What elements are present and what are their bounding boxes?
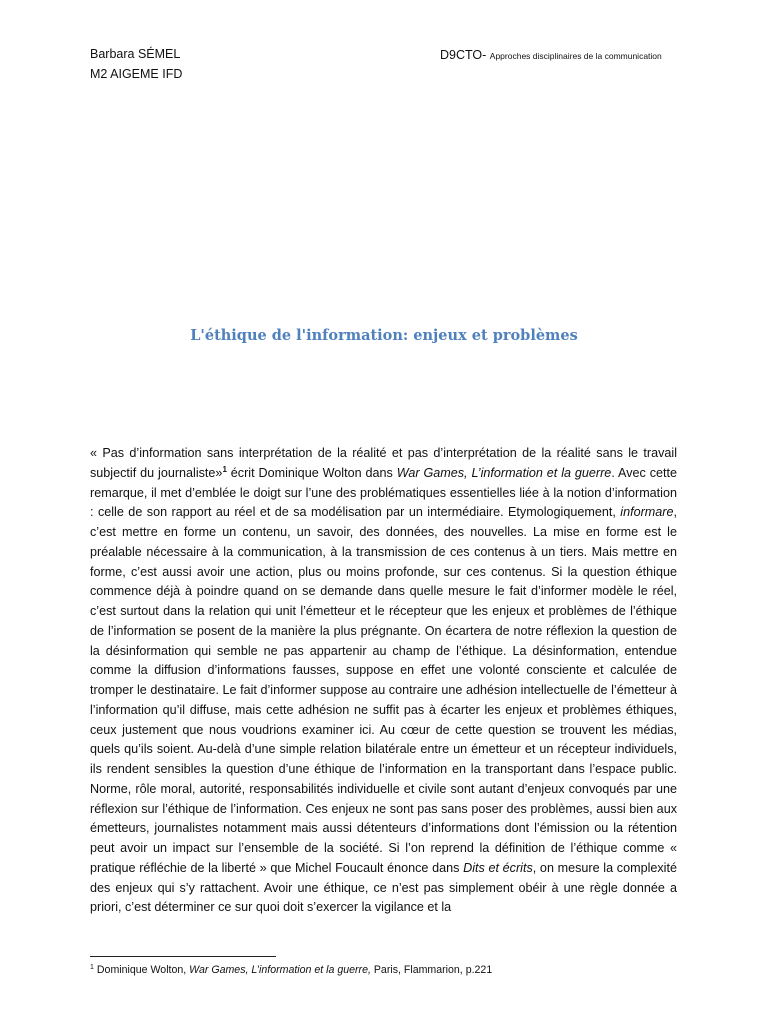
body-paragraph [90, 444, 677, 918]
footnote-title: War Games, L’information et la guerre, [189, 964, 371, 976]
foucault-title: Dits et écrits [463, 860, 533, 875]
opening-quote: « Pas d’information sans interprétation de la réalité et pas d’interprétation de la réalité sans le travail subjectif du journaliste» [90, 446, 677, 480]
course-code: D9CTO [440, 48, 483, 62]
footnote-details: Paris, Flammarion, p.221 [370, 964, 493, 976]
course-title: Approches disciplinaires de la communication [489, 51, 662, 61]
body-text-2: . Avec cette remarque, il met d’emblée le doigt sur l’une des problématiques essentielles liée à la notion d’information : celle de son rapport au réel et de sa modélisation par un intermédiaire. Etymologiquement, [90, 465, 678, 520]
header-left [90, 44, 182, 84]
body-text-3: , c’est mettre en forme un contenu, un savoir, des données, des nouvelles. La mise en forme est le préalable nécessaire à la communication, à la transmission de ces contenus à un tiers. Mais mettre en forme, c’est aussi avoir une action, plus ou moins profonde, sur ces contenus. Si la question éthique commence déjà à poindre quand on se demande dans quelle mesure le fait d’informer modèle le réel, c’est surtout dans la relation qui unit l’émetteur et le récepteur que les enjeux et problèmes de l’éthique de l’information se posent de la manière la plus prégnante. On écartera de notre réflexion la question de la désinformation qui semble ne pas appartenir au champ de l’éthique. La désinformation, entendue comme la diffusion d’informations fausses, suppose en effet une volonté consciente et calculée de tromper le destinataire. Le fait d’informer suppose au contraire une adhésion intellectuelle de l’émetteur à l’information qu’il diffuse, mais cette adhésion ne suffit pas à écarter les enjeux et problèmes éthiques, ceux justement que nous voudrions examiner ici. Au cœur de cette question se trouvent les médias, quels qu’ils soient. Au-delà d’une simple relation bilatérale entre un émetteur et un récepteur individuels, ils rendent sensibles la question d’une éthique de l’information en la transportant dans l’espace public. Norme, rôle moral, autorité, responsabilités individuelle et civile sont autant d’enjeux convoqués par une réflexion sur l’éthique de l’information. Ces enjeux ne sont pas sans poser des problèmes, aussi bien aux émetteurs, journalistes notamment mais aussi détenteurs d’informations dont l’émission ou la rétention peut avoir un impact sur l’ensemble de la société. Si l’on reprend la définition de l’éthique comme « pratique réfléchie de la liberté » que Michel Foucault énonce dans [90, 505, 677, 875]
footnote-reference: 1 [222, 464, 227, 474]
footnote-number: 1 [90, 964, 94, 971]
body-text-4: , on mesure la complexité des enjeux qui s’y rattachent. Avoir une éthique, ce n’est pas simplement obéir à une règle donnée a priori, c’est déterminer ce sur quoi doit s’exercer la vigilance et la [90, 860, 677, 915]
header-right [440, 46, 662, 64]
author-name: Barbara SÉMEL [90, 47, 181, 61]
footnote [90, 962, 492, 978]
footnote-divider [90, 956, 276, 957]
latin-word: informare [620, 505, 674, 520]
body-text-1: écrit Dominique Wolton dans [226, 465, 397, 480]
course-separator: - [482, 48, 490, 62]
program-name: M2 AIGEME IFD [90, 67, 183, 81]
page-title: L'éthique de l'information: enjeux et problèmes [190, 327, 578, 344]
book-title: War Games, L’information et la guerre [396, 465, 612, 480]
footnote-author: Dominique Wolton, [96, 964, 190, 976]
